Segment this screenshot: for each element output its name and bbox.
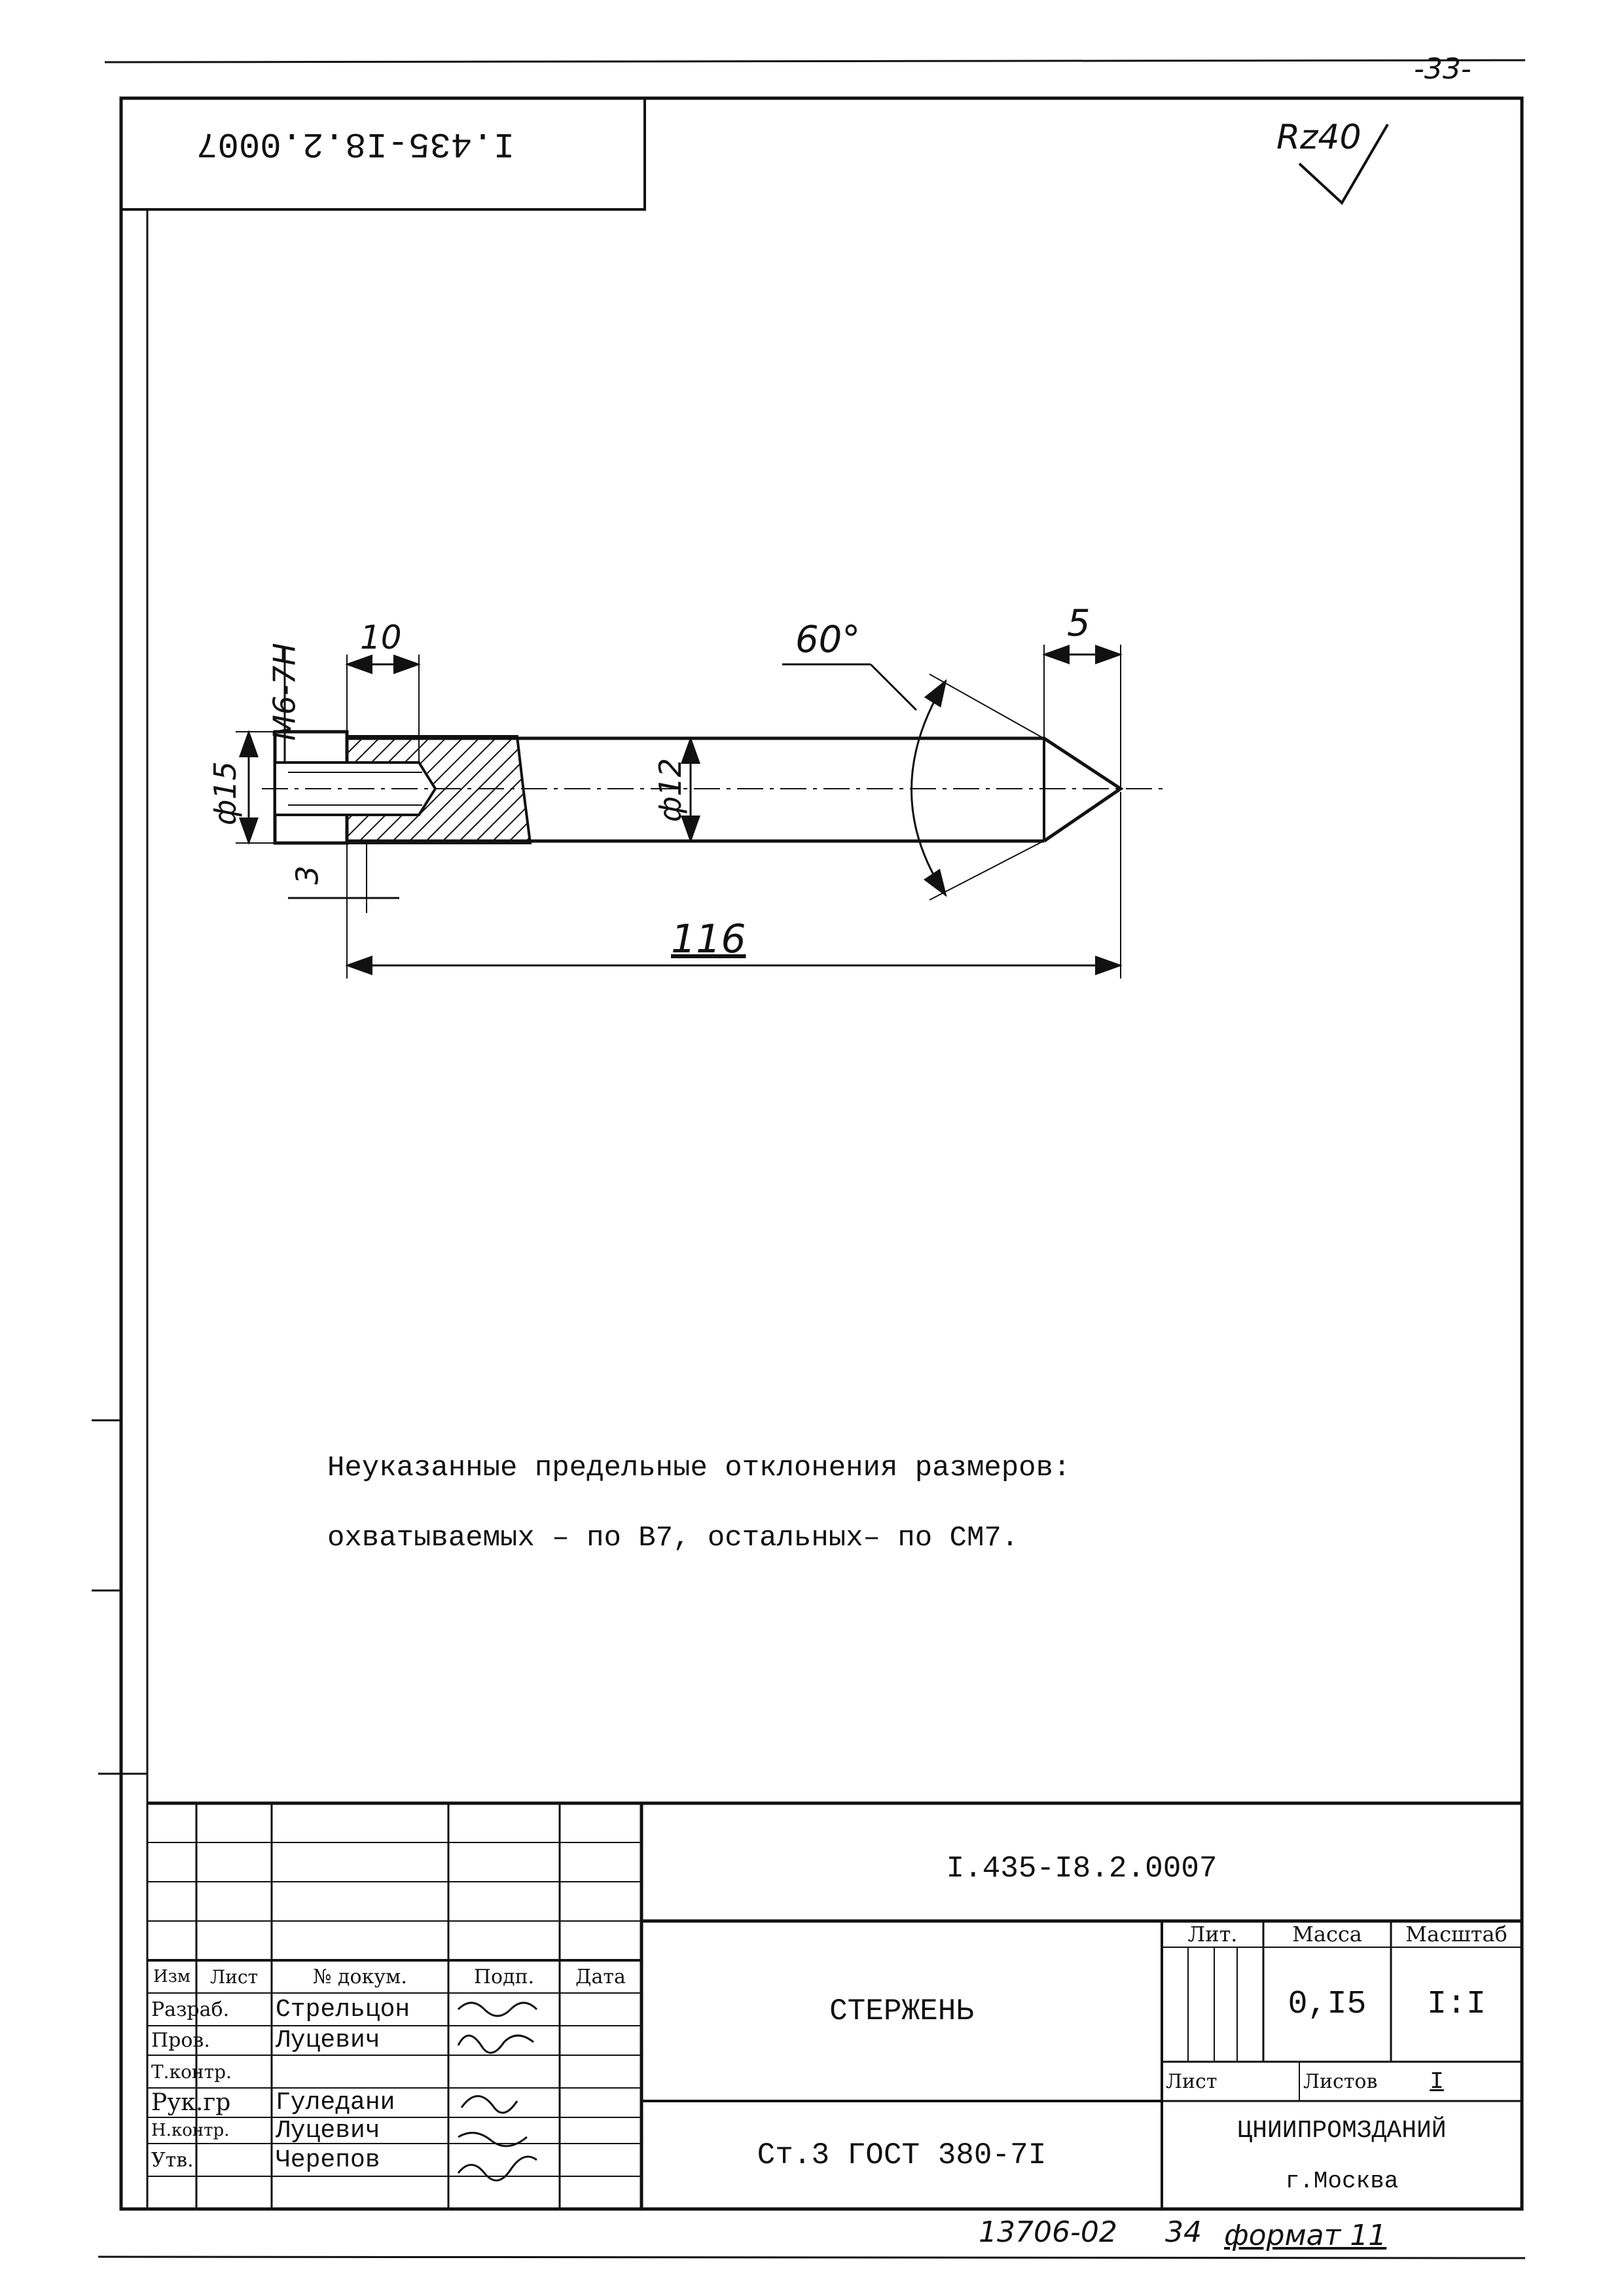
role-checker: Пров. [151, 2029, 210, 2052]
thread-label: M6-7H [266, 643, 302, 741]
name-norm-control: Луцевич [276, 2117, 380, 2144]
role-norm-control: Н.контр. [151, 2121, 230, 2140]
dia-12-label: ф12 [652, 758, 688, 822]
name-developer: Стрельцон [276, 1995, 410, 2024]
material-label: Ст.3 ГОСТ 380-7I [757, 2138, 1047, 2172]
signatures [458, 2003, 537, 2180]
angle-label: 60° [795, 619, 861, 661]
part-name: СТЕРЖЕНЬ [829, 1994, 974, 2028]
mass-value: 0,I5 [1288, 1986, 1367, 2023]
note-line-1: Неуказанные предельные отклонения размеров: [327, 1452, 1071, 1484]
corner-stamp-code: I.435-I8.2.0007 [196, 123, 515, 163]
role-tech-control: Т.контр. [151, 2060, 232, 2083]
sheets-label: Листов [1303, 2070, 1378, 2093]
col-header-sign: Подп. [473, 1965, 535, 1988]
role-group-lead: Рук.гр [151, 2089, 231, 2116]
part-cone-tip [1044, 738, 1121, 841]
role-developer: Разраб. [151, 1998, 230, 2021]
city: г.Москва [1285, 2168, 1399, 2195]
top-edge-line [105, 60, 1525, 62]
footer-page: 34 [1165, 2216, 1202, 2249]
bottom-edge-line [98, 2257, 1525, 2258]
angle-leg [929, 674, 1046, 740]
dia-15-label: ф15 [207, 761, 243, 825]
scale-value: I:I [1426, 1986, 1486, 2023]
role-approved: Утв. [151, 2148, 194, 2172]
name-group-lead: Гуледани [276, 2089, 395, 2117]
col-header-izm: Изм [153, 1967, 191, 1986]
organization: ЦНИИПРОМЗДАНИЙ [1237, 2116, 1447, 2145]
sheet-label: Лист [1166, 2070, 1218, 2093]
lit-header: Лит. [1187, 1922, 1238, 1947]
angle-leader [871, 664, 916, 710]
dim-5-label: 5 [1067, 602, 1091, 645]
name-checker: Луцевич [276, 2026, 380, 2055]
name-approved: Черепов [276, 2146, 380, 2174]
page-number: -33- [1414, 52, 1471, 86]
roughness-label: Rz40 [1276, 118, 1362, 157]
note-line-2: охватываемых – по В7, остальных– по СМ7. [327, 1522, 1019, 1554]
footer-format: формат 11 [1224, 2219, 1387, 2252]
sheets-value: I [1430, 2068, 1444, 2095]
footer-number: 13706-02 [979, 2216, 1117, 2249]
col-header-date: Дата [575, 1965, 626, 1988]
angle-leg [929, 840, 1046, 900]
dim-3-label: 3 [289, 865, 325, 885]
col-header-doc: № докум. [313, 1965, 407, 1988]
mass-header: Масса [1292, 1922, 1362, 1947]
col-header-list: Лист [209, 1966, 259, 1988]
dim-116-label: 116 [671, 916, 746, 962]
designation-label: I.435-I8.2.0007 [946, 1852, 1218, 1886]
dim-10-label: 10 [360, 619, 402, 656]
scale-header: Масштаб [1405, 1922, 1507, 1947]
